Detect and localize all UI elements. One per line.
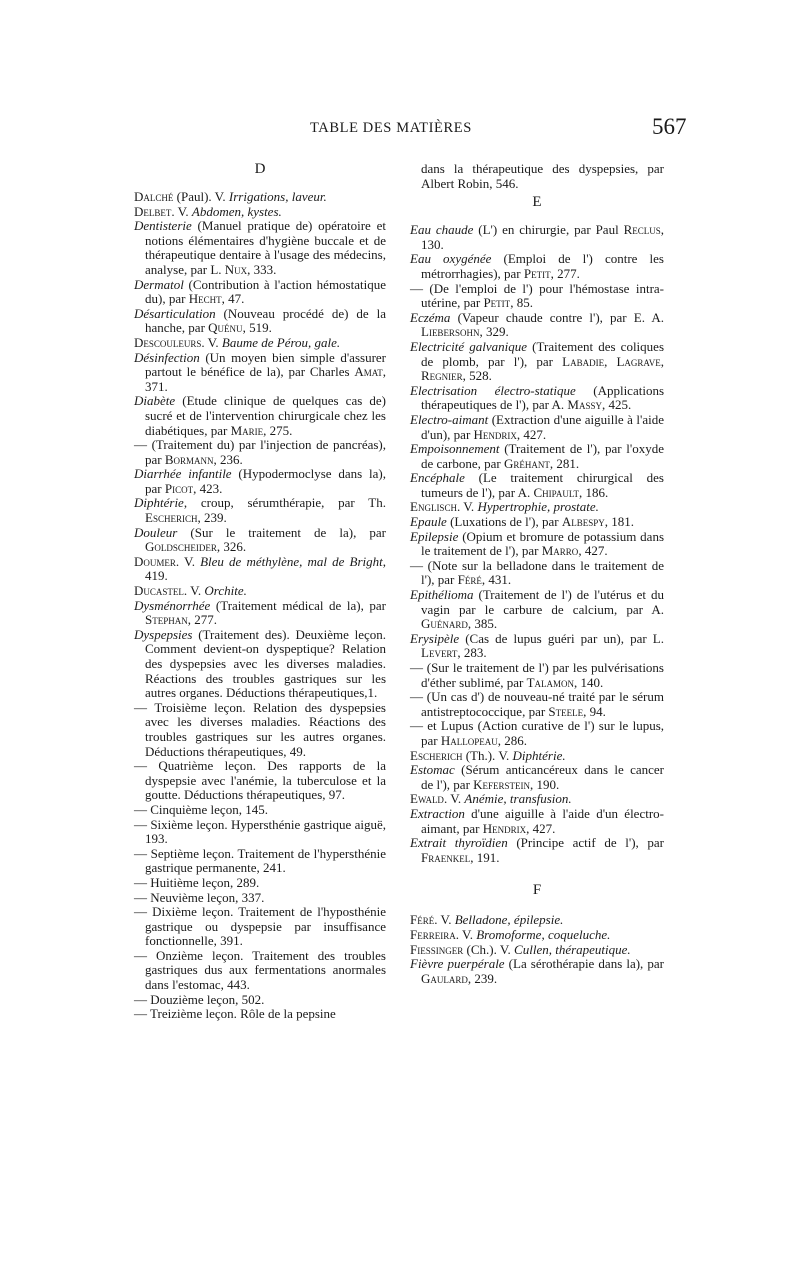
entry-text: — (Un cas d') de nouveau-né traité par le sérum antistreptococcique, par xyxy=(410,689,664,719)
entry-text: — Cinquième leçon, 145. xyxy=(134,801,268,817)
entry-text: d'une aiguille à l'aide d'un électro-aimant, par xyxy=(421,805,664,836)
index-entry xyxy=(410,559,664,588)
entry-text: (Etude clinique de quelques cas de) sucré et de l'intervention chirurgicale chez les diabétiques, par xyxy=(145,393,386,438)
entry-text: , 191. xyxy=(470,849,500,865)
index-entry xyxy=(134,394,386,438)
entry-heading: Eau oxygénée xyxy=(410,251,492,267)
author-name: Escherich xyxy=(145,510,198,526)
right-entries-f-list xyxy=(410,913,664,986)
index-entry xyxy=(134,555,386,584)
entry-text: (Sur le traitement de la), par xyxy=(177,524,386,540)
entry-text: . V. xyxy=(201,334,222,350)
index-entry xyxy=(134,891,386,906)
entry-text: — Sixième leçon. Hypersthénie gastrique aiguë, 193. xyxy=(134,816,386,847)
entry-text: , 326. xyxy=(216,539,247,555)
entry-heading: Dermatol xyxy=(134,276,184,292)
author-name: Fraenkel xyxy=(421,849,471,865)
entry-text: , 130. xyxy=(421,222,665,252)
entry-text: , 427. xyxy=(578,543,608,559)
index-entry xyxy=(134,278,386,307)
index-entry xyxy=(134,190,386,205)
entry-heading: Diarrhée infantile xyxy=(134,466,232,482)
index-entry xyxy=(134,496,386,525)
entry-text: (Applications thérapeutiques de l'), par A. xyxy=(421,382,664,413)
entry-heading: Désarticulation xyxy=(134,305,216,321)
entry-text: (Principe actif de l'), par xyxy=(507,835,665,851)
page-number: 567 xyxy=(652,114,687,139)
entry-text: (Traitement des). Deuxième leçon. Comment devient-on dyspeptique? Relation des dyspepsies avec les diverses maladies. Réactions des troubles gastriques sur les autres organes. Déductions thérapeutiques,1. xyxy=(145,626,386,701)
entry-text: , 427. xyxy=(516,426,547,442)
entry-text: , 419. xyxy=(145,553,386,584)
entry-heading: Empoisonnement xyxy=(410,441,500,457)
author-name: Gaulard xyxy=(421,970,468,986)
entry-text: — Onzième leçon. Traitement des troubles gastriques dus aux fermentations anormales dans l'estomac, 443. xyxy=(134,947,386,993)
entry-heading: Cullen, thérapeutique. xyxy=(514,941,631,957)
entry-heading: Baume de Pérou, gale. xyxy=(221,334,341,350)
entry-heading: Erysipèle xyxy=(410,630,460,646)
entry-text: — Neuvième leçon, 337. xyxy=(134,889,265,905)
entry-text: , 236. xyxy=(213,451,243,467)
index-entry xyxy=(410,384,664,413)
author-name: L. Nux xyxy=(210,261,248,277)
index-entry xyxy=(410,282,664,311)
entry-heading: Diphtérie xyxy=(134,495,184,511)
index-entry xyxy=(410,413,664,442)
entry-text: (Extraction d'une aiguille à l'aide d'un), par xyxy=(421,411,664,442)
author-name: Albespy xyxy=(561,514,605,530)
index-entry xyxy=(410,690,664,719)
entry-heading: Hypertrophie, prostate. xyxy=(477,499,599,515)
entry-text: — Troisième leçon. Relation des dyspepsies avec les diverses maladies. Réactions des troubles gastriques sur les autres organes. Déductions thérapeutiques, 49. xyxy=(134,699,386,759)
entry-heading: Désinfection xyxy=(134,349,200,365)
entry-text: . V. xyxy=(434,912,455,928)
entry-heading: Eau chaude xyxy=(410,222,474,238)
author-name: Stephan xyxy=(145,612,188,628)
index-entry xyxy=(410,943,664,958)
index-entry xyxy=(134,467,386,496)
entry-text: , 286. xyxy=(497,732,527,748)
entry-text: (Th.). V. xyxy=(462,747,513,763)
entry-text: , 519. xyxy=(242,320,272,336)
entry-text: (L') en chirurgie, par Paul xyxy=(473,222,624,238)
index-entry xyxy=(134,1007,386,1022)
index-entry xyxy=(410,442,664,471)
index-entry xyxy=(134,993,386,1008)
entry-heading: Orchite. xyxy=(204,583,247,599)
entry-text: — Huitième leçon, 289. xyxy=(134,874,260,890)
author-name: Labadie, Lagrave, Regnier xyxy=(421,353,664,384)
entry-text: (Luxations de l'), par xyxy=(446,514,562,530)
index-entry xyxy=(134,205,386,220)
entry-text: (La sérothérapie dans la), par xyxy=(504,956,664,972)
author-name: Ferreira xyxy=(410,926,456,942)
author-name: Steele xyxy=(548,703,584,719)
index-entry xyxy=(410,928,664,943)
author-name: Guénard xyxy=(421,616,468,632)
entry-heading: Bromoforme, coqueluche. xyxy=(476,926,611,942)
index-entry xyxy=(134,803,386,818)
author-name: Hendrix xyxy=(482,820,527,836)
section-letter-f: F xyxy=(532,882,542,899)
entry-heading: Electrisation électro-statique xyxy=(410,382,576,398)
index-entry xyxy=(134,438,386,467)
author-name: Gréhant xyxy=(504,455,550,471)
index-entry xyxy=(410,749,664,764)
author-name: Delbet xyxy=(134,203,172,219)
continued-entry: dans la thérapeutique des dyspepsies, par Albert Robin, 546. xyxy=(421,161,664,191)
author-name: Ducastel xyxy=(134,583,184,599)
entry-text: . V. xyxy=(456,499,478,515)
entry-text: — (De l'emploi de l') pour l'hémostase intra-utérine, par xyxy=(410,280,664,311)
author-name: Massy xyxy=(567,397,602,413)
author-name: Petit xyxy=(483,295,511,311)
entry-text: (Cas de lupus guéri par un), par L. xyxy=(459,630,664,646)
author-name: Liebersohn xyxy=(421,324,480,340)
index-entry xyxy=(410,223,664,252)
entry-heading: Dysménorrhée xyxy=(134,597,211,613)
entry-text: (Le traitement chirurgical des tumeurs de l'), par A. xyxy=(421,470,664,500)
index-entry xyxy=(134,219,386,277)
author-name: Quénu xyxy=(208,320,243,336)
index-entry xyxy=(410,471,664,500)
author-name: Amat xyxy=(354,364,383,380)
entry-text: , 281. xyxy=(549,455,580,471)
author-name: Hendrix xyxy=(473,426,517,442)
entry-text: , 329. xyxy=(479,324,509,340)
entry-text: . V. xyxy=(175,553,201,569)
running-title: TABLE DES MATIÈRES xyxy=(310,120,472,136)
author-name: Levert xyxy=(421,645,458,661)
entry-text: , 275. xyxy=(263,422,293,438)
entry-heading: Abdomen, kystes. xyxy=(191,203,282,219)
left-column xyxy=(134,162,386,1022)
entry-text: — Dixième leçon. Traitement de l'hyposthénie gastrique ou dyspepsie par insuffisance fonctionnelle, 391. xyxy=(134,904,386,949)
entry-text: — Treizième leçon. Rôle de la pepsine xyxy=(134,1006,336,1022)
index-entry xyxy=(410,530,664,559)
index-entry xyxy=(134,599,386,628)
author-name: Féré xyxy=(457,572,482,588)
right-column xyxy=(410,162,664,986)
author-name: Féré xyxy=(410,912,435,928)
index-entry xyxy=(134,584,386,599)
index-entry xyxy=(134,759,386,803)
author-name: Chipault xyxy=(533,484,579,500)
entry-heading: Epithélioma xyxy=(410,587,474,603)
entry-text: (Traitement des coliques de plomb, par l'), par xyxy=(421,338,664,369)
entry-text: . V. xyxy=(443,791,465,807)
index-entry xyxy=(134,949,386,993)
entry-text: , croup, sérumthérapie, par Th. xyxy=(183,495,386,511)
entry-text: , 186. xyxy=(578,484,609,500)
entry-heading: Epaule xyxy=(410,514,447,530)
entry-text: (Contribution à l'action hémostatique du), par xyxy=(145,276,386,307)
entry-text: — (Note sur la belladone dans le traitement de l'), par xyxy=(410,557,664,588)
entry-text: , 190. xyxy=(530,776,560,792)
entry-text: . V. xyxy=(171,203,192,219)
entry-text: , 283. xyxy=(457,645,487,661)
entry-text: — (Traitement du) par l'injection de pancréas), par xyxy=(134,437,386,467)
author-name: Bormann xyxy=(164,451,214,467)
entry-text: (Opium et bromure de potassium dans le traitement de l'), par xyxy=(421,528,664,559)
entry-text: (Hypodermoclyse dans la), par xyxy=(145,466,386,496)
entry-text: , 47. xyxy=(221,291,245,307)
index-entry xyxy=(134,876,386,891)
index-entry xyxy=(134,905,386,949)
author-name: Talamon xyxy=(526,674,575,690)
entry-text: , 239. xyxy=(197,510,227,526)
index-entry xyxy=(410,500,664,515)
entry-heading: Fièvre puerpérale xyxy=(410,956,505,972)
author-name: Fiessinger xyxy=(410,941,464,957)
index-entry xyxy=(410,340,664,384)
entry-text: (Traitement médical de la), par xyxy=(210,597,386,613)
author-name: Reclus xyxy=(623,222,661,238)
author-name: Dalché xyxy=(134,189,174,204)
entry-text: . V. xyxy=(455,926,477,942)
index-entry xyxy=(410,311,664,340)
entry-heading: Belladone, épilepsie. xyxy=(454,912,564,928)
index-entry xyxy=(134,526,386,555)
entry-text: , 277. xyxy=(550,265,580,281)
entry-heading: Dentisterie xyxy=(134,218,192,234)
entry-heading: Extrait thyroïdien xyxy=(410,835,508,851)
entry-text: (Emploi de l') contre les métrorrhagies), par xyxy=(421,251,664,281)
entry-text: — Quatrième leçon. Des rapports de la dyspepsie avec l'anémie, la tuberculose et la goutte. Déductions thérapeutiques, 97. xyxy=(134,758,386,803)
author-name: Keferstein xyxy=(473,776,531,792)
index-entry xyxy=(410,957,664,986)
index-entry xyxy=(410,661,664,690)
entry-text: , 528. xyxy=(462,368,492,384)
entry-text: — (Sur le traitement de l') par les pulvérisations d'éther sublimé, par xyxy=(410,660,664,690)
entry-heading: Diphtérie. xyxy=(512,747,566,763)
entry-text: , 431. xyxy=(481,572,512,588)
entry-text: , 385. xyxy=(467,616,498,632)
entry-heading: Douleur xyxy=(134,524,178,540)
entry-heading: Electro-aimant xyxy=(410,411,489,427)
section-letter-d: D xyxy=(254,161,266,177)
section-letter-e: E xyxy=(532,194,542,211)
index-entry xyxy=(134,307,386,336)
index-entry xyxy=(410,252,664,281)
index-entry xyxy=(410,913,664,928)
entry-heading: Bleu de méthylène, mal de Bright xyxy=(200,553,383,569)
entry-text: (Sérum anticancéreux dans le cancer de l'), par xyxy=(421,762,664,792)
entry-text: (Nouveau procédé de) de la hanche, par xyxy=(145,305,386,336)
index-entry xyxy=(134,818,386,847)
entry-text: (Vapeur chaude contre l'), par E. A. xyxy=(450,309,664,325)
entry-text: , 85. xyxy=(510,295,533,311)
entry-text: — et Lupus (Action curative de l') sur le lupus, par xyxy=(410,718,664,748)
index-entry xyxy=(410,807,664,836)
index-entry xyxy=(410,836,664,865)
entry-text: (Traitement de l') de l'utérus et du vagin par le carbure de calcium, par A. xyxy=(421,587,664,617)
entry-text: , 425. xyxy=(601,397,632,413)
index-entry xyxy=(410,515,664,530)
entry-heading: Eczéma xyxy=(410,309,451,325)
author-name: Marro xyxy=(541,543,579,559)
author-name: Englisch xyxy=(410,499,457,515)
entry-text: — Septième leçon. Traitement de l'hypersthénie gastrique permanente, 241. xyxy=(134,845,386,876)
entry-text: , 239. xyxy=(467,970,498,986)
entry-heading: Dyspepsies xyxy=(134,626,193,642)
entry-heading: Anémie, transfusion. xyxy=(464,791,572,807)
entry-text: (Un moyen bien simple d'assurer partout le bénéfice de la), par Charles xyxy=(145,349,386,380)
author-name: Escherich xyxy=(410,747,463,763)
entry-text: . V. xyxy=(183,583,205,599)
entry-text: , 371. xyxy=(145,364,386,394)
index-entry xyxy=(410,632,664,661)
index-entry xyxy=(134,351,386,395)
entry-text: , 181. xyxy=(604,514,634,530)
entry-heading: Irrigations, laveur. xyxy=(228,189,327,204)
entry-heading: Diabète xyxy=(134,393,176,409)
entry-heading: Estomac xyxy=(410,762,455,778)
author-name: Petit xyxy=(523,265,551,281)
entry-text: , 427. xyxy=(526,820,556,836)
entry-heading: Encéphale xyxy=(410,470,465,486)
index-entry xyxy=(410,763,664,792)
entry-heading: Extraction xyxy=(410,805,465,821)
author-name: Ewald xyxy=(410,791,444,807)
author-name: Picot xyxy=(164,480,194,496)
entry-text: (Traitement de l'), par l'oxyde de carbone, par xyxy=(421,441,664,471)
author-name: Marie xyxy=(230,422,264,438)
index-entry xyxy=(410,719,664,748)
page-header xyxy=(0,114,800,142)
index-entry xyxy=(134,336,386,351)
author-name: Hecht xyxy=(188,291,222,307)
entry-text: (Ch.). V. xyxy=(463,941,515,957)
entry-text: , 94. xyxy=(583,703,606,719)
entry-text: — Douzième leçon, 502. xyxy=(134,991,265,1007)
author-name: Doumer xyxy=(134,553,176,569)
entry-text: , 333. xyxy=(247,261,277,277)
right-entries-e-list xyxy=(410,223,664,865)
entry-heading: Electricité galvanique xyxy=(410,338,528,354)
left-entries-list xyxy=(134,190,386,1022)
index-entry xyxy=(134,847,386,876)
index-entry xyxy=(410,792,664,807)
entry-text: , 277. xyxy=(187,612,217,628)
entry-heading: Epilepsie xyxy=(410,528,459,544)
author-name: Hallopeau xyxy=(440,732,498,748)
index-entry xyxy=(134,628,386,701)
author-name: Descouleurs xyxy=(134,334,202,350)
entry-text: (Paul). V. xyxy=(173,189,229,204)
entry-text: (Manuel pratique de) opératoire et notions élémentaires d'hygiène buccale et de thérapeutique dentaire à l'usage des médecins, analyse, par xyxy=(145,218,386,277)
entry-text: , 423. xyxy=(193,480,223,496)
index-entry xyxy=(410,588,664,632)
index-entry xyxy=(134,701,386,759)
author-name: Goldscheider xyxy=(145,539,217,555)
entry-text: , 140. xyxy=(574,674,604,690)
